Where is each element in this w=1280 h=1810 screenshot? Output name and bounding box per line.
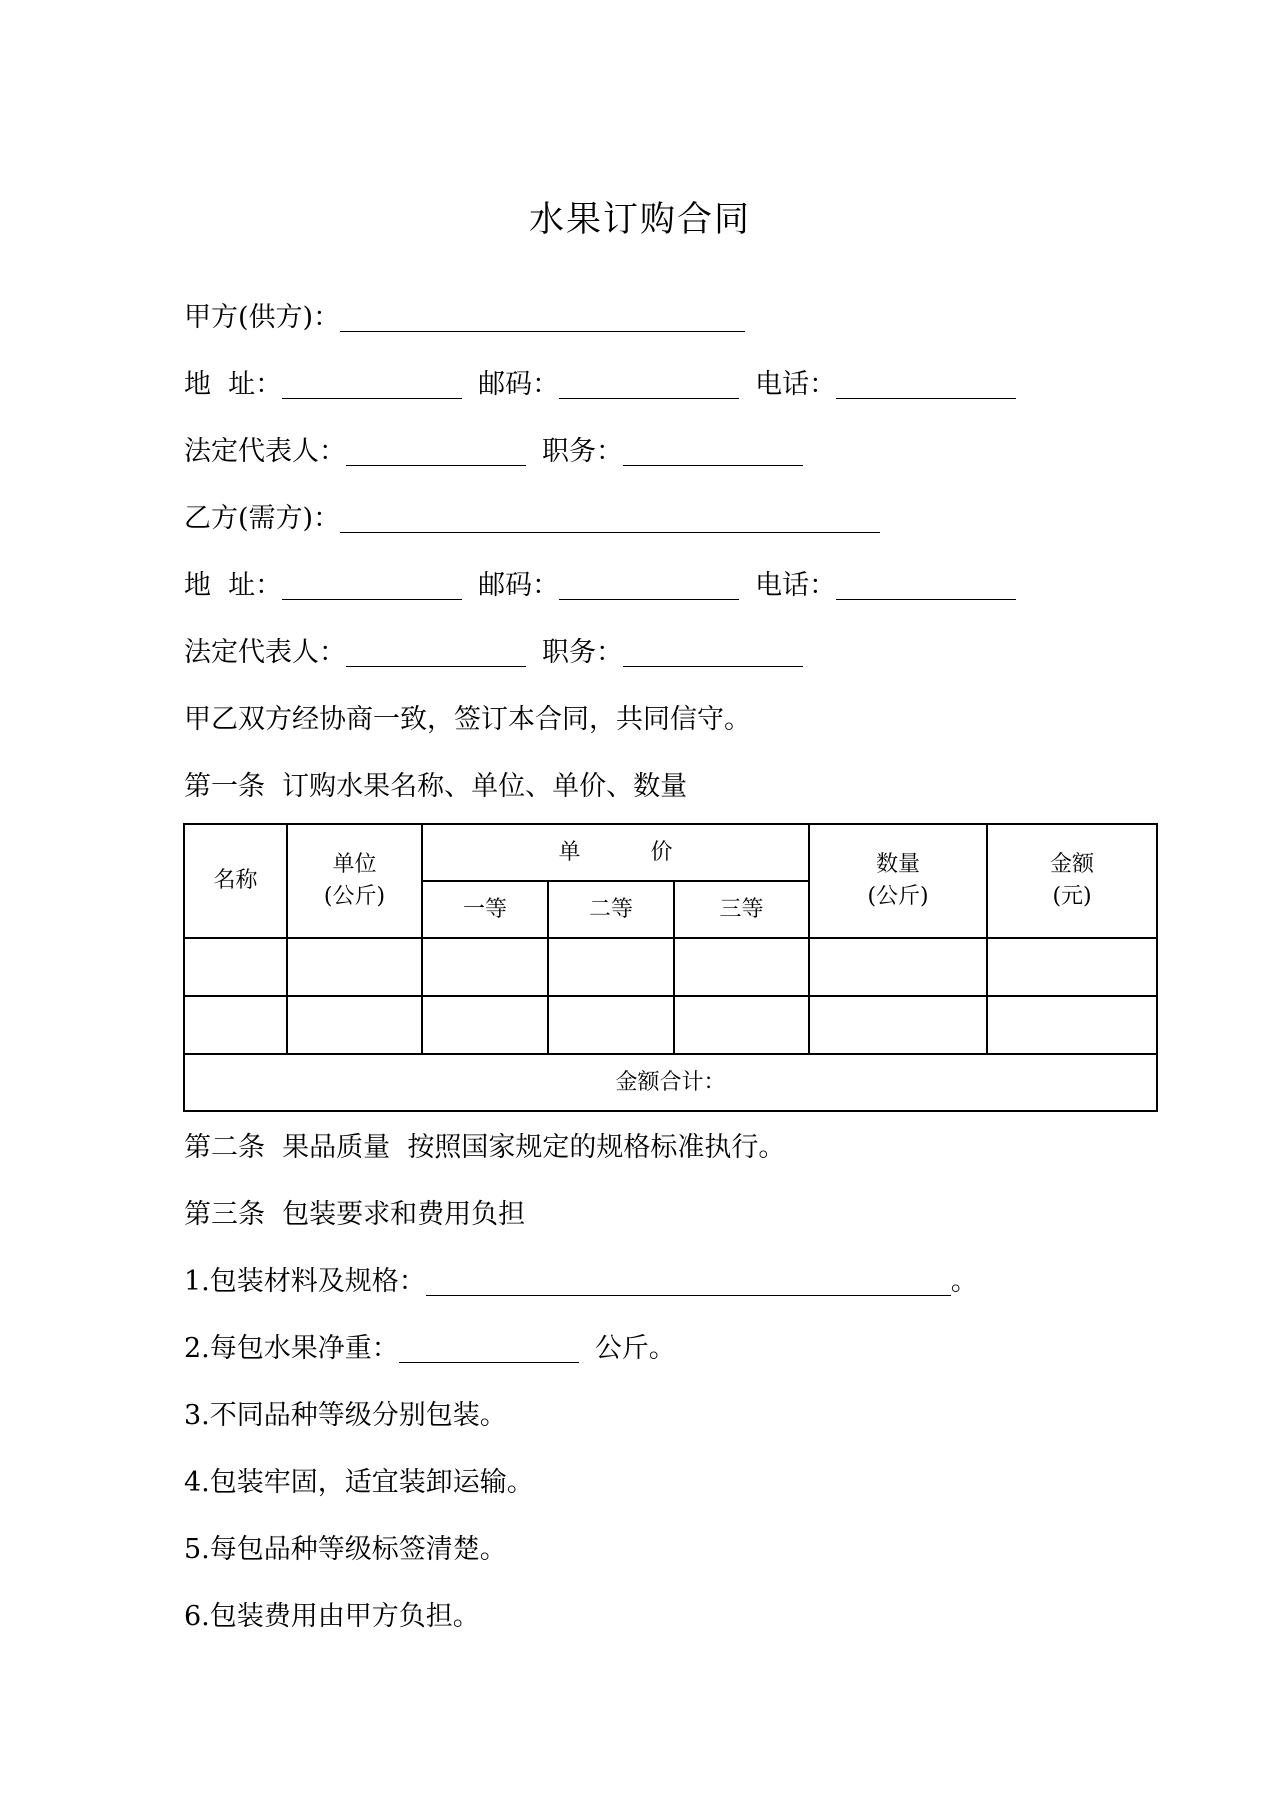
cell-amount[interactable] xyxy=(987,996,1157,1054)
header-amount-line1: 金额 xyxy=(1050,852,1095,877)
header-qty-line1: 数量 xyxy=(876,852,921,877)
header-qty xyxy=(809,824,987,938)
header-grade-1: 一等 xyxy=(422,881,548,938)
party-a-rep-blank[interactable] xyxy=(346,435,526,466)
header-grade-3: 三等 xyxy=(674,881,809,938)
article-2-text: 第二条 果品质量 按照国家规定的规格标准执行。 xyxy=(184,1132,786,1163)
cell-grade-3[interactable] xyxy=(674,938,809,996)
party-a-address-line xyxy=(184,365,1016,405)
item-2-label: 2.每包水果净重： xyxy=(184,1333,399,1364)
party-a-zip-blank[interactable] xyxy=(559,368,739,399)
party-b-rep-blank[interactable] xyxy=(346,636,526,667)
table-row xyxy=(184,938,1157,996)
item-5-text: 5.每包品种等级标签清楚。 xyxy=(184,1534,507,1565)
cell-name[interactable] xyxy=(184,938,287,996)
party-b-zip-blank[interactable] xyxy=(559,569,739,600)
article-1-heading: 第一条 订购水果名称、单位、单价、数量 xyxy=(184,771,688,802)
item-1-end: 。 xyxy=(950,1266,978,1297)
party-a-position-blank[interactable] xyxy=(623,435,803,466)
party-b-position-blank[interactable] xyxy=(623,636,803,667)
item-1-blank[interactable] xyxy=(426,1265,951,1296)
party-b-address-label: 地 址： xyxy=(184,570,283,601)
cell-grade-1[interactable] xyxy=(422,996,548,1054)
cell-amount[interactable] xyxy=(987,938,1157,996)
item-1-label: 1.包装材料及规格： xyxy=(184,1266,426,1297)
total-amount-row: 金额合计： xyxy=(184,1054,1157,1111)
party-b-label: 乙方(需方)： xyxy=(184,503,341,534)
item-2-line xyxy=(184,1329,676,1369)
item-4-text: 4.包装牢固，适宜装卸运输。 xyxy=(184,1467,534,1498)
item-2-end: 公斤。 xyxy=(594,1333,676,1364)
party-b-address-blank[interactable] xyxy=(282,569,462,600)
party-a-address-label: 地 址： xyxy=(184,369,283,400)
party-b-rep-line xyxy=(184,633,803,673)
header-name: 名称 xyxy=(184,824,287,938)
party-a-label: 甲方(供方)： xyxy=(184,302,341,333)
cell-grade-1[interactable] xyxy=(422,938,548,996)
cell-unit[interactable] xyxy=(287,996,422,1054)
header-unit xyxy=(287,824,422,938)
header-unit-line1: 单位 xyxy=(332,852,377,877)
party-b-phone-label: 电话： xyxy=(755,570,837,601)
party-b-blank[interactable] xyxy=(340,502,880,533)
party-b-phone-blank[interactable] xyxy=(836,569,1016,600)
intro-text: 甲乙双方经协商一致，签订本合同，共同信守。 xyxy=(184,704,751,735)
party-a-phone-label: 电话： xyxy=(755,369,837,400)
party-b-position-label: 职务： xyxy=(542,637,623,668)
item-2-blank[interactable] xyxy=(399,1332,579,1363)
item-6-text: 6.包装费用由甲方负担。 xyxy=(184,1601,480,1632)
order-table xyxy=(183,823,1158,1112)
cell-qty[interactable] xyxy=(809,996,987,1054)
article-3-heading: 第三条 包装要求和费用负担 xyxy=(184,1199,526,1230)
cell-grade-2[interactable] xyxy=(548,938,674,996)
party-b-rep-label: 法定代表人： xyxy=(184,637,346,668)
cell-qty[interactable] xyxy=(809,938,987,996)
header-qty-line2: (公斤) xyxy=(867,884,929,909)
party-a-position-label: 职务： xyxy=(542,436,623,467)
party-b-address-line xyxy=(184,566,1016,606)
document-title: 水果订购合同 xyxy=(528,200,751,240)
cell-grade-2[interactable] xyxy=(548,996,674,1054)
item-1-line xyxy=(184,1262,978,1302)
cell-name[interactable] xyxy=(184,996,287,1054)
header-amount-line2: (元) xyxy=(1052,884,1092,909)
header-amount xyxy=(987,824,1157,938)
table-row xyxy=(184,996,1157,1054)
party-a-rep-label: 法定代表人： xyxy=(184,436,346,467)
party-a-address-blank[interactable] xyxy=(282,368,462,399)
party-b-zip-label: 邮码： xyxy=(478,570,560,601)
cell-unit[interactable] xyxy=(287,938,422,996)
item-3-text: 3.不同品种等级分别包装。 xyxy=(184,1400,507,1431)
party-a-blank[interactable] xyxy=(340,301,745,332)
header-unit-line2: (公斤) xyxy=(323,884,386,909)
party-a-phone-blank[interactable] xyxy=(836,368,1016,399)
party-a-rep-line xyxy=(184,432,803,472)
party-b-line xyxy=(184,499,880,539)
header-grade-2: 二等 xyxy=(548,881,674,938)
header-price: 单价 xyxy=(422,824,809,881)
cell-grade-3[interactable] xyxy=(674,996,809,1054)
party-a-zip-label: 邮码： xyxy=(478,369,560,400)
party-a-line xyxy=(184,298,745,338)
